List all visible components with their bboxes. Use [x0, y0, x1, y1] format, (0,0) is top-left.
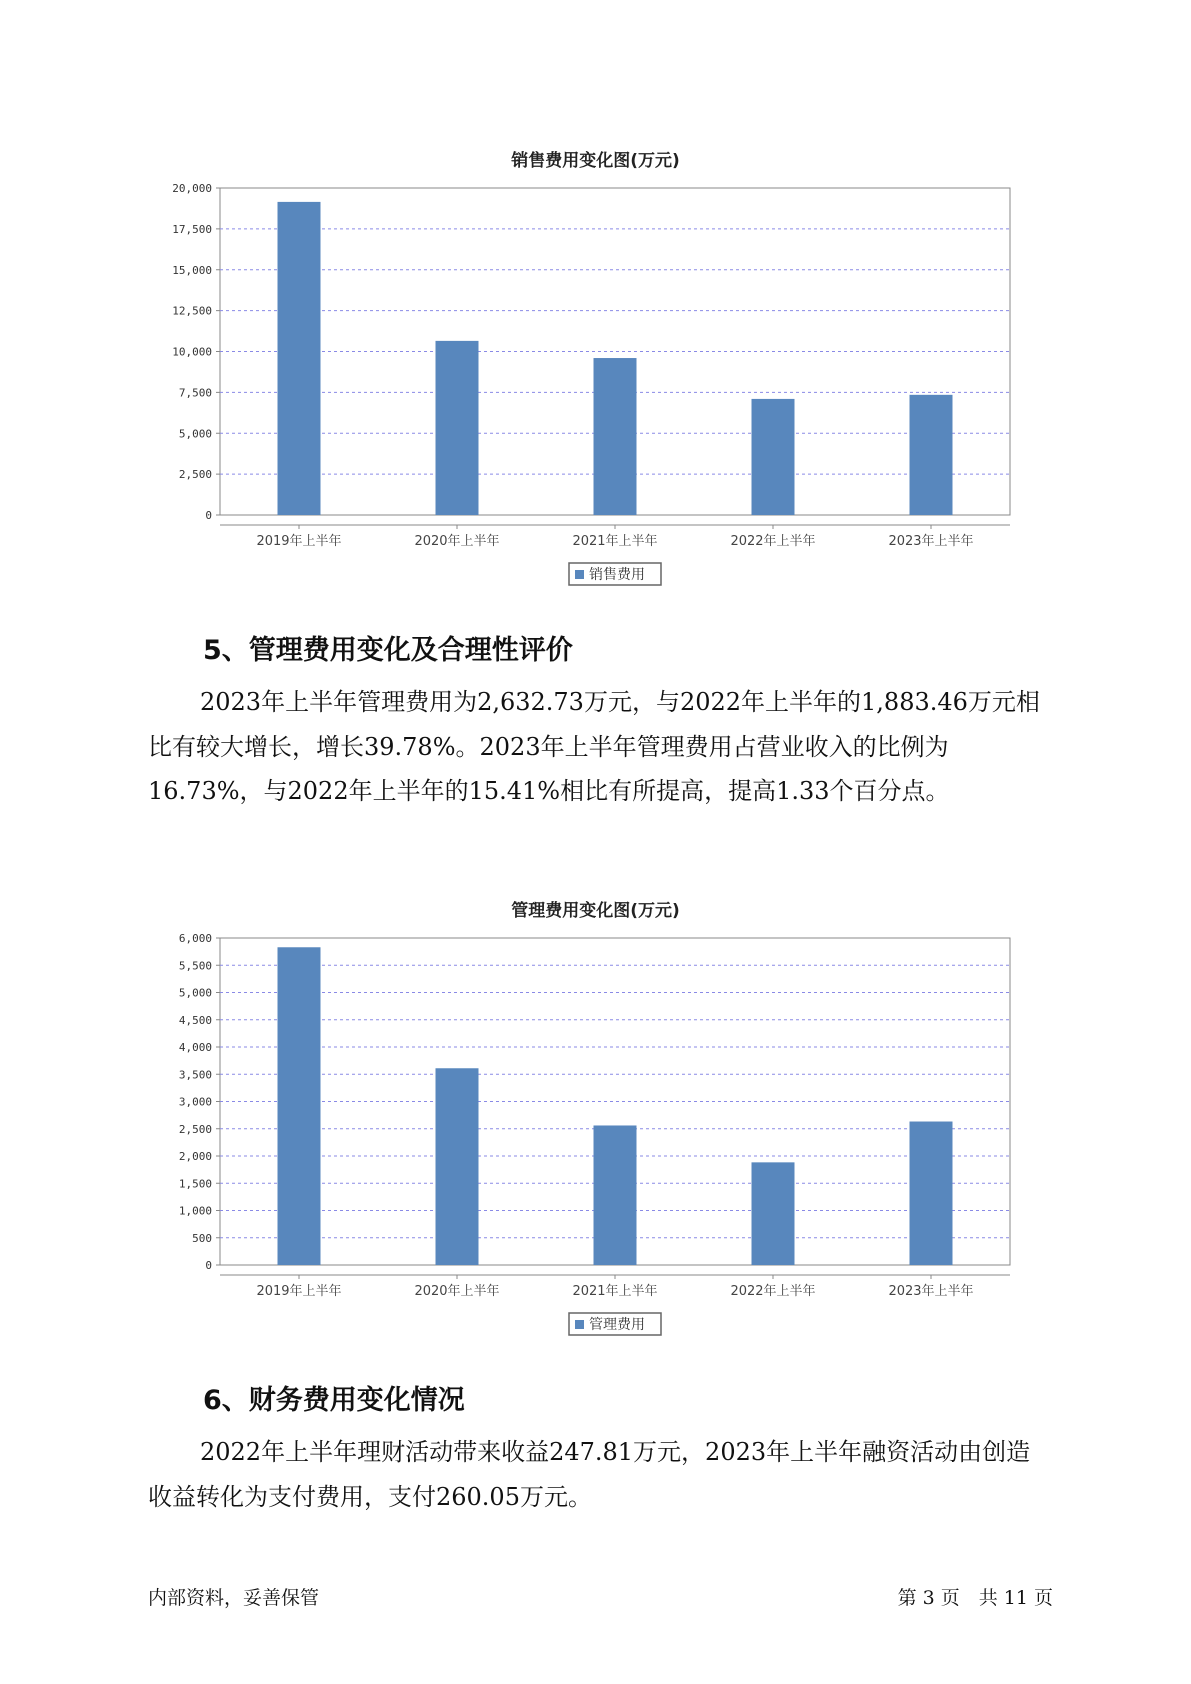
- page-number: 第 3 页 共 11 页: [897, 1587, 1053, 1609]
- y-tick-label: 12,500: [172, 304, 212, 318]
- y-tick-label: 1,500: [178, 1177, 212, 1191]
- chart-title-sales: 销售费用变化图(万元): [511, 151, 680, 171]
- bar: [910, 395, 953, 515]
- bar: [594, 358, 637, 515]
- y-tick-label: 5,000: [178, 986, 212, 1000]
- paragraph-finance: 2022年上半年理财活动带来收益247.81万元，2023年上半年融资活动由创造收益转化为支付费用，支付260.05万元。: [148, 1438, 1031, 1511]
- x-tick-label: 2022年上半年: [730, 1284, 816, 1299]
- y-tick-label: 500: [192, 1231, 212, 1245]
- legend-swatch: [575, 1320, 584, 1329]
- y-tick-label: 0: [205, 509, 212, 522]
- y-tick-label: 2,500: [178, 1122, 212, 1136]
- y-tick-label: 5,500: [178, 959, 212, 973]
- y-tick-label: 1,000: [178, 1204, 212, 1218]
- x-tick-label: 2020年上半年: [414, 534, 500, 549]
- legend-label: 销售费用: [589, 567, 645, 583]
- legend-swatch: [575, 570, 584, 579]
- footer-note: 内部资料，妥善保管: [148, 1587, 320, 1609]
- x-tick-label: 2022年上半年: [730, 534, 816, 549]
- bar: [436, 1068, 479, 1265]
- y-tick-label: 5,000: [178, 427, 212, 441]
- y-tick-label: 7,500: [178, 386, 212, 400]
- y-tick-label: 4,500: [178, 1013, 212, 1027]
- legend-label: 管理费用: [589, 1317, 645, 1333]
- section-heading-admin: 5、管理费用变化及合理性评价: [203, 635, 573, 666]
- y-tick-label: 2,500: [178, 468, 212, 482]
- y-tick-label: 3,000: [178, 1095, 212, 1109]
- x-tick-label: 2023年上半年: [888, 1284, 974, 1299]
- x-tick-label: 2021年上半年: [572, 534, 658, 549]
- paragraph-admin: 2023年上半年管理费用为2,632.73万元，与2022年上半年的1,883.46万元相比有较大增长，增长39.78%。2023年上半年管理费用占营业收入的比例为16.73%，与2022年上半年的15.41%相比有所提高，提高1.33个百分点。: [148, 688, 1040, 805]
- bar: [278, 202, 321, 515]
- y-tick-label: 3,500: [178, 1068, 212, 1082]
- x-tick-label: 2023年上半年: [888, 534, 974, 549]
- y-tick-label: 10,000: [172, 345, 212, 359]
- sales-expense-chart: [0, 175, 1191, 595]
- y-tick-label: 6,000: [178, 932, 212, 945]
- admin-expense-chart: [0, 925, 1191, 1345]
- x-tick-label: 2021年上半年: [572, 1284, 658, 1299]
- bar: [594, 1125, 637, 1265]
- section-heading-finance: 6、财务费用变化情况: [203, 1385, 465, 1416]
- bar: [436, 341, 479, 515]
- chart-title-admin: 管理费用变化图(万元): [511, 901, 680, 921]
- y-tick-label: 15,000: [172, 263, 212, 277]
- bar: [752, 1162, 795, 1265]
- y-tick-label: 0: [205, 1259, 212, 1272]
- x-tick-label: 2019年上半年: [256, 1284, 342, 1299]
- y-tick-label: 4,000: [178, 1041, 212, 1054]
- bar: [752, 399, 795, 515]
- x-tick-label: 2019年上半年: [256, 534, 342, 549]
- x-tick-label: 2020年上半年: [414, 1284, 500, 1299]
- y-tick-label: 2,000: [178, 1150, 212, 1163]
- bar: [910, 1122, 953, 1265]
- bar: [278, 947, 321, 1265]
- y-tick-label: 20,000: [172, 182, 212, 195]
- y-tick-label: 17,500: [172, 222, 212, 236]
